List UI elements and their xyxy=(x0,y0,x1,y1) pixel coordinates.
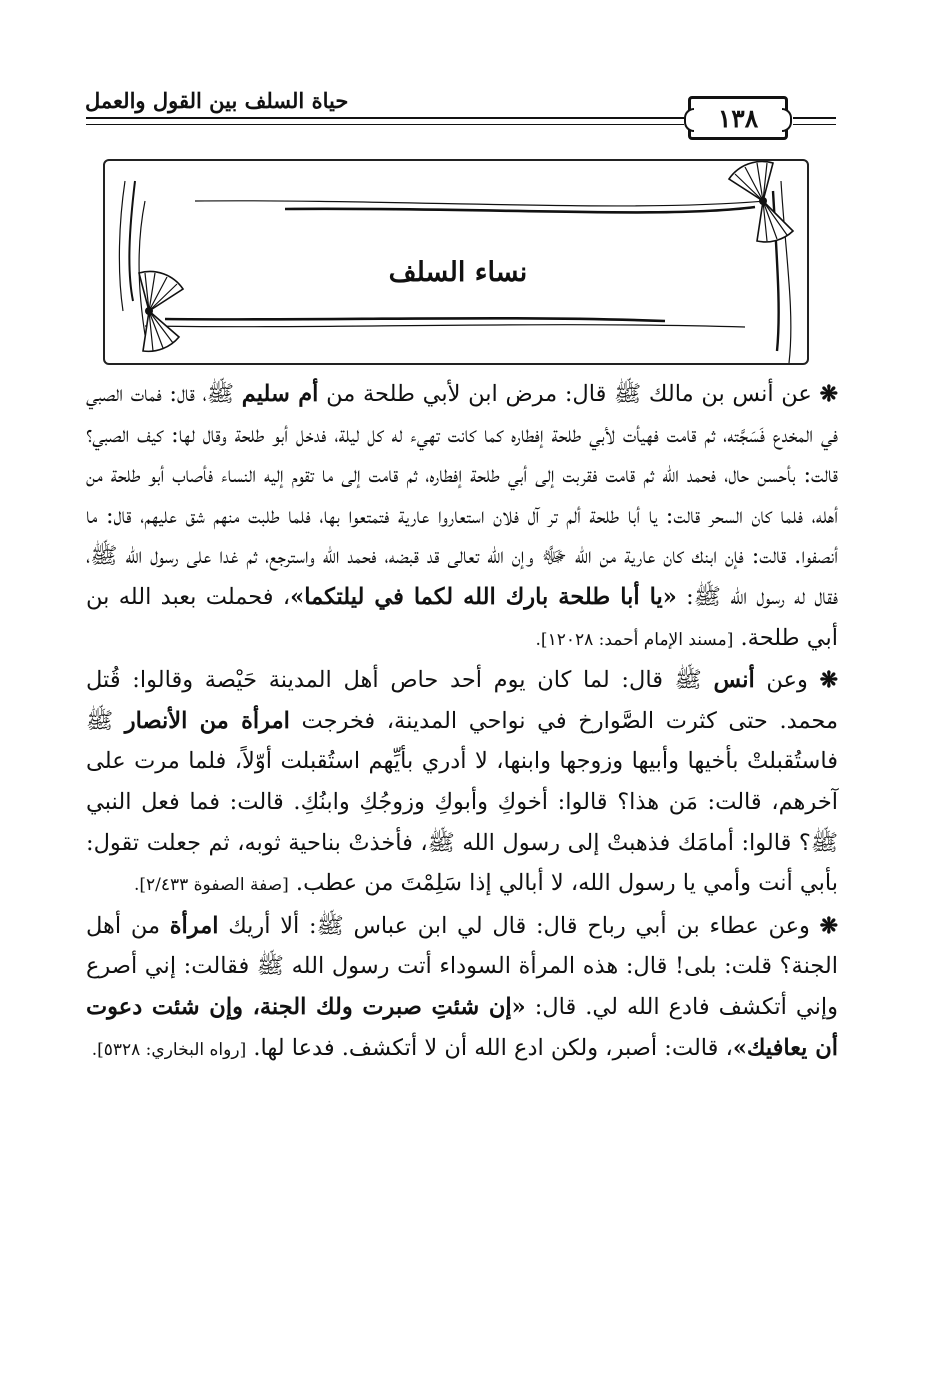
running-header-title: حياة السلف بين القول والعمل xyxy=(85,88,349,113)
source-reference: [مسند الإمام أحمد: ١٢٠٢٨]. xyxy=(535,629,734,650)
hadith-quote: «يا أبا طلحة بارك الله لكما في ليلتكما» xyxy=(290,583,677,610)
text-run: ، قالت: أصبر، ولكن ادع الله أن لا أتكشف. فدعا لها. xyxy=(246,1034,733,1061)
header-rule xyxy=(86,117,684,125)
text-run: ، فحملت بعبد الله بن أبي طلحة. xyxy=(86,583,838,651)
chapter-title-frame xyxy=(103,159,809,365)
header-rule-right xyxy=(793,117,836,125)
chapter-title: نساء السلف xyxy=(388,257,528,288)
bullet-star-icon: ❋ xyxy=(819,381,838,407)
page-number-box xyxy=(688,96,788,140)
text-run: وعن عطاء بن أبي رباح قال: قال لي ابن عباس ﷺ: ألا أريك xyxy=(218,912,810,939)
text-run: ﷺ فاستُقبلتْ بأخيها وأبيها وزوجها وابنها، لا أدري بأيِّهم استُقبلت أوّلاً، فلما مرت على آخرهم، قالت: مَن هذا؟ قالوا: أخوكِ وأبوكِ وزوجُكِ وابنُكِ. قالت: فما فعل النبي ﷺ؟ قالوا: أمامَك فذهبتْ إلى رسول الله ﷺ، فأخذتْ بناحية ثوبه، ثم جعلت تقول: بأبي أنت وأمي يا رسول الله، لا أبالي إذا سَلِمْتَ من عطب. xyxy=(86,707,838,897)
body-text xyxy=(86,374,838,1070)
bold-name: أم سليم xyxy=(241,381,319,407)
page-number: ١٣٨ xyxy=(717,103,759,133)
paragraph-2 xyxy=(86,660,838,906)
text-run: ﷺ قال: لما كان يوم أحد حاص أهل المدينة حَيْصة وقالوا: قُتل محمد. حتى كثرت الصَّوارخ في نواحي المدينة، فخرجت xyxy=(86,667,838,734)
text-run: وعن xyxy=(754,667,808,694)
paragraph-1 xyxy=(86,374,838,660)
hadith-quote: «إن شئتِ صبرت ولك الجنة، وإن شئت دعوت أن يعافيك» xyxy=(86,993,838,1061)
source-reference: [صفة الصفوة ٢/٤٣٣]. xyxy=(133,875,289,896)
source-reference: [رواه البخاري: ٥٣٢٨]. xyxy=(91,1039,247,1060)
text-run: ﷺ، قال: فمات الصبي في المخدع فَسَجَّته، ثم قامت فهيأت لأبي طلحة إفطاره كما كانت تهيء له كل ليلة، فدخل أبو طلحة وقال لها: كيف الصبي؟ قالت: بأحسن حال، فحمد الله ثم قامت فقربت إلى أبي طلحة إفطاره، ثم قامت إلى ما تقوم إليه النساء فأصاب أبو طلحة من أهله، فلما كان السحر قالت: يا أبا طلحة ألم تر آل فلان استعاروا عارية فتمتعوا بها، فلما طلبت منهم شق عليهم، قال: ما أنصفوا. قالت: فإن ابنك كان عارية من الله ﷻ وإن الله تعالى قد قبضه، فحمد الله واسترجع، ثم غدا على رسول الله ﷺ، فقال له رسول الله ﷺ: xyxy=(86,381,838,610)
text-run: من أهل الجنة؟ قلت: بلى! قال: هذه المرأة السوداء أتت رسول الله ﷺ فقالت: إني أصرع وإني أتكشف فادع الله لي. قال: xyxy=(86,912,839,1020)
bullet-star-icon: ❋ xyxy=(819,912,839,939)
text-run: عن أنس بن مالك ﷺ قال: مرض ابن لأبي طلحة من xyxy=(318,381,812,407)
bold-name: امرأة من الأنصار xyxy=(124,707,290,734)
bold-name: أنس xyxy=(713,667,755,694)
bullet-star-icon: ❋ xyxy=(819,667,838,694)
bold-name: امرأة xyxy=(169,912,219,939)
paragraph-3 xyxy=(86,906,838,1070)
